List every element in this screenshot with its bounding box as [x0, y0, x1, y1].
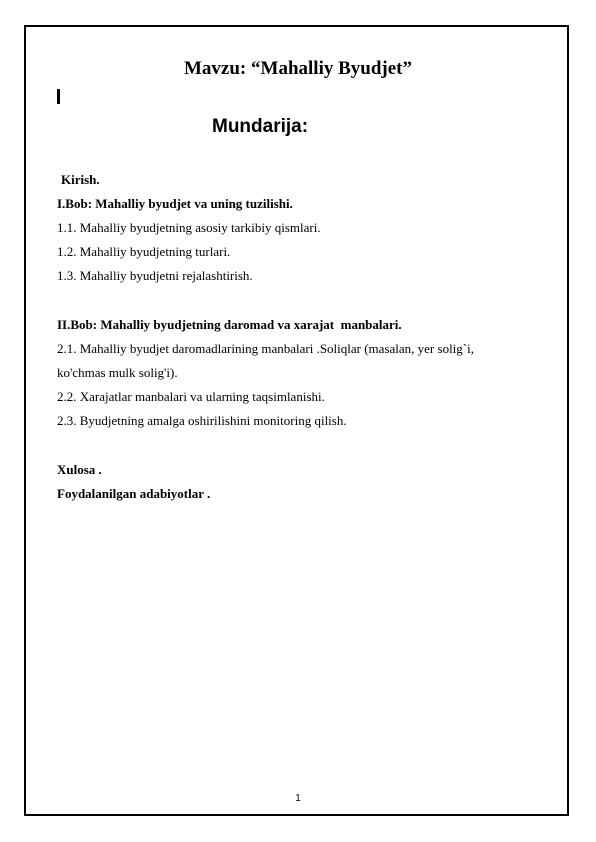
toc-conclusion: Xulosa . [57, 462, 102, 477]
toc-intro: Kirish. [61, 172, 100, 187]
text-cursor-mark [57, 89, 60, 104]
toc-section-2-2: 2.2. Xarajatlar manbalari va ularning taqsimlanishi. [57, 389, 325, 404]
toc-section-2-1-continued: ko'chmas mulk solig'i). [57, 365, 178, 380]
toc-chapter-2-title: II.Bob: Mahalliy byudjetning daromad va xarajat manbalari. [57, 317, 402, 332]
toc-section-1-3: 1.3. Mahalliy byudjetni rejalashtirish. [57, 268, 253, 283]
toc-section-1-1: 1.1. Mahalliy byudjetning asosiy tarkibiy qismlari. [57, 220, 321, 235]
document-title: Mavzu: “Mahalliy Byudjet” [184, 58, 412, 79]
toc-chapter-1-title: I.Bob: Mahalliy byudjet va uning tuzilishi. [57, 196, 293, 211]
toc-section-2-1: 2.1. Mahalliy byudjet daromadlarining manbalari .Soliqlar (masalan, yer solig`i, [57, 341, 474, 356]
toc-heading: Mundarija: [212, 116, 309, 137]
toc-section-2-3: 2.3. Byudjetning amalga oshirilishini monitoring qilish. [57, 413, 347, 428]
toc-references: Foydalanilgan adabiyotlar . [57, 486, 211, 501]
toc-section-1-2: 1.2. Mahalliy byudjetning turlari. [57, 244, 231, 259]
page-number: 1 [295, 793, 301, 804]
